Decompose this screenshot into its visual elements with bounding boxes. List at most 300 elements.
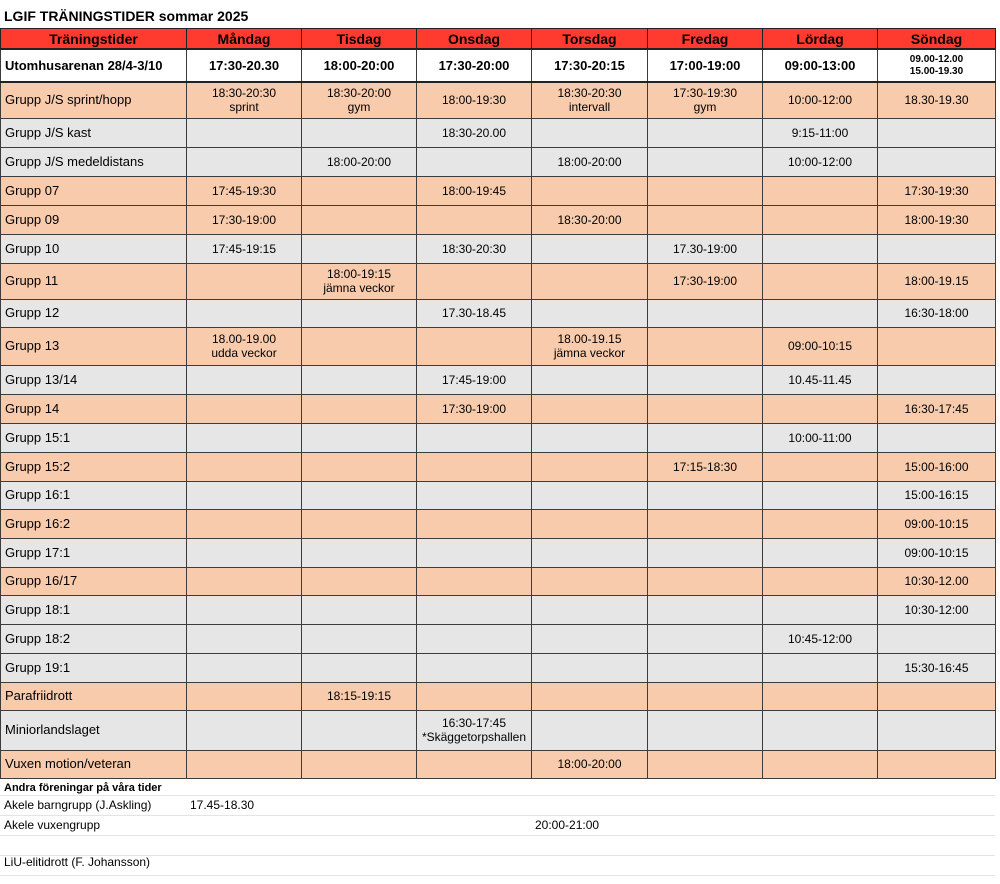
group-row bbox=[1, 263, 996, 299]
schedule-cell bbox=[878, 595, 996, 624]
schedule-cell bbox=[187, 682, 302, 710]
footer-item-label: LiU-elitidrott (F. Johansson) bbox=[4, 855, 151, 869]
time-text: 10:00-12:00 bbox=[787, 154, 853, 169]
schedule-cell bbox=[878, 423, 996, 452]
group-name: Grupp 15:1 bbox=[1, 423, 187, 452]
schedule-cell bbox=[417, 394, 532, 423]
time-text: 18:30-20:30 bbox=[211, 86, 277, 101]
schedule-cell bbox=[417, 327, 532, 365]
time-text: 17.30-18.45 bbox=[441, 306, 507, 320]
arena-cell-sunday bbox=[878, 49, 996, 82]
group-row bbox=[1, 205, 996, 234]
schedule-cell bbox=[878, 118, 996, 147]
arena-time: 18:00-20:00 bbox=[323, 57, 395, 73]
schedule-cell bbox=[763, 509, 878, 538]
schedule-cell bbox=[532, 118, 648, 147]
time-text: 17:30-19:30 bbox=[672, 86, 738, 101]
time-text: 18.30-19.30 bbox=[904, 93, 969, 108]
schedule-cell bbox=[187, 710, 302, 750]
schedule-cell bbox=[648, 365, 763, 394]
schedule-cell bbox=[417, 118, 532, 147]
schedule-cell bbox=[878, 263, 996, 299]
time-text: 18:30-20.00 bbox=[441, 125, 507, 140]
schedule-cell bbox=[532, 538, 648, 567]
schedule-cell bbox=[648, 327, 763, 365]
schedule-cell bbox=[532, 567, 648, 595]
schedule-cell bbox=[532, 595, 648, 624]
schedule-cell bbox=[648, 595, 763, 624]
schedule-cell bbox=[187, 509, 302, 538]
group-name: Vuxen motion/veteran bbox=[1, 750, 187, 778]
note-text: intervall bbox=[568, 100, 611, 115]
time-text: 18:30-20:00 bbox=[326, 86, 392, 101]
time-text: 17:30-19:00 bbox=[441, 401, 507, 416]
group-row bbox=[1, 299, 996, 327]
schedule-cell bbox=[417, 538, 532, 567]
time-text: 17:15-18:30 bbox=[672, 459, 738, 474]
schedule-cell bbox=[878, 481, 996, 509]
time-text: 16:30-18:00 bbox=[904, 306, 969, 320]
schedule-cell bbox=[878, 147, 996, 176]
time-text: 18:00-19:30 bbox=[904, 212, 969, 227]
note-text: sprint bbox=[229, 100, 259, 115]
schedule-cell bbox=[302, 423, 417, 452]
group-name: Grupp 07 bbox=[1, 176, 187, 205]
time-text: 10:00-12:00 bbox=[787, 93, 853, 108]
schedule-cell bbox=[648, 567, 763, 595]
schedule-cell bbox=[302, 481, 417, 509]
schedule-cell bbox=[417, 205, 532, 234]
schedule-cell bbox=[302, 394, 417, 423]
time-text: 16:30-17:45 bbox=[904, 401, 969, 416]
schedule-cell bbox=[532, 205, 648, 234]
schedule-cell bbox=[187, 299, 302, 327]
schedule-cell bbox=[648, 452, 763, 481]
arena-time: 17:00-19:00 bbox=[669, 57, 741, 73]
schedule-cell bbox=[878, 299, 996, 327]
schedule-cell bbox=[187, 452, 302, 481]
schedule-cell bbox=[187, 394, 302, 423]
schedule-cell bbox=[302, 653, 417, 682]
time-text: 09:00-10:15 bbox=[787, 339, 853, 353]
schedule-cell bbox=[187, 234, 302, 263]
group-row bbox=[1, 452, 996, 481]
group-row bbox=[1, 118, 996, 147]
group-row bbox=[1, 176, 996, 205]
time-text: 16:30-17:45 bbox=[441, 716, 507, 730]
schedule-cell bbox=[763, 118, 878, 147]
time-text: 18:00-19.15 bbox=[904, 274, 969, 288]
schedule-cell bbox=[417, 710, 532, 750]
note-text: *Skäggetorpshallen bbox=[421, 730, 527, 744]
schedule-cell bbox=[532, 176, 648, 205]
schedule-cell bbox=[648, 509, 763, 538]
schedule-cell bbox=[187, 538, 302, 567]
group-row bbox=[1, 750, 996, 778]
group-row bbox=[1, 234, 996, 263]
schedule-cell bbox=[648, 299, 763, 327]
schedule-cell bbox=[763, 750, 878, 778]
schedule-cell bbox=[532, 82, 648, 118]
time-text: 18:00-20:00 bbox=[557, 757, 622, 771]
schedule-cell bbox=[532, 299, 648, 327]
time-text: 18:00-19:45 bbox=[441, 183, 507, 198]
schedule-cell bbox=[417, 682, 532, 710]
time-text: 10:30-12.00 bbox=[904, 574, 969, 588]
time-text: 17:30-19:00 bbox=[211, 212, 277, 227]
time-text: 18.00-19.00 bbox=[211, 332, 277, 346]
schedule-cell bbox=[187, 205, 302, 234]
schedule-cell bbox=[417, 595, 532, 624]
group-name: Parafriidrott bbox=[1, 682, 187, 710]
schedule-cell bbox=[302, 595, 417, 624]
schedule-cell bbox=[302, 452, 417, 481]
schedule-cell bbox=[878, 327, 996, 365]
gridline bbox=[0, 815, 995, 836]
header-cell-training-times: Träningstider bbox=[1, 29, 187, 50]
group-name: Grupp 18:2 bbox=[1, 624, 187, 653]
group-row bbox=[1, 538, 996, 567]
group-name: Grupp 13 bbox=[1, 327, 187, 365]
schedule-cell bbox=[648, 624, 763, 653]
time-text: 17:30-19:30 bbox=[904, 183, 969, 198]
schedule-cell bbox=[878, 82, 996, 118]
schedule-cell bbox=[878, 452, 996, 481]
footer-item-label: Akele vuxengrupp bbox=[4, 818, 101, 832]
schedule-cell bbox=[648, 118, 763, 147]
group-row bbox=[1, 653, 996, 682]
time-text: 09:00-10:15 bbox=[904, 516, 969, 531]
header-row bbox=[1, 29, 996, 50]
group-row bbox=[1, 423, 996, 452]
schedule-cell bbox=[187, 595, 302, 624]
time-text: 10:30-12:00 bbox=[904, 602, 969, 617]
group-row bbox=[1, 481, 996, 509]
footer-item-value: 20:00-21:00 bbox=[535, 818, 600, 832]
arena-cell-wednesday bbox=[417, 49, 532, 82]
schedule-cell bbox=[417, 176, 532, 205]
group-row bbox=[1, 624, 996, 653]
schedule-cell bbox=[532, 624, 648, 653]
time-text: 18:15-19:15 bbox=[326, 689, 392, 703]
schedule-cell bbox=[302, 624, 417, 653]
schedule-cell bbox=[648, 682, 763, 710]
schedule-cell bbox=[417, 299, 532, 327]
schedule-cell bbox=[532, 327, 648, 365]
schedule-cell bbox=[878, 750, 996, 778]
schedule-cell bbox=[763, 205, 878, 234]
time-text: 18:00-20:00 bbox=[557, 154, 622, 169]
time-text: 15:00-16:00 bbox=[904, 459, 969, 474]
group-name: Grupp 18:1 bbox=[1, 595, 187, 624]
schedule-cell bbox=[763, 394, 878, 423]
schedule-cell bbox=[417, 82, 532, 118]
schedule-cell bbox=[532, 710, 648, 750]
group-name: Grupp 19:1 bbox=[1, 653, 187, 682]
schedule-cell bbox=[187, 567, 302, 595]
schedule-cell bbox=[878, 234, 996, 263]
time-text: 17:45-19:15 bbox=[211, 241, 277, 256]
group-name: Miniorlandslaget bbox=[1, 710, 187, 750]
schedule-cell bbox=[187, 176, 302, 205]
schedule-cell bbox=[763, 452, 878, 481]
schedule-cell bbox=[648, 423, 763, 452]
schedule-cell bbox=[302, 682, 417, 710]
header-cell-tuesday: Tisdag bbox=[302, 29, 417, 50]
time-text: 9:15-11:00 bbox=[791, 125, 849, 140]
schedule-cell bbox=[417, 567, 532, 595]
note-text: jämna veckor bbox=[323, 281, 395, 295]
time-text: 18:00-19:30 bbox=[441, 93, 507, 108]
schedule-cell bbox=[302, 538, 417, 567]
time-text: 15:30-16:45 bbox=[904, 660, 969, 675]
page-title: LGIF TRÄNINGSTIDER sommar 2025 bbox=[4, 8, 249, 24]
schedule-cell bbox=[763, 682, 878, 710]
group-row bbox=[1, 509, 996, 538]
schedule-cell bbox=[532, 653, 648, 682]
schedule-table bbox=[0, 28, 996, 779]
schedule-cell bbox=[302, 327, 417, 365]
schedule-cell bbox=[648, 653, 763, 682]
group-row bbox=[1, 567, 996, 595]
time-text: 18.00-19.15 bbox=[557, 332, 622, 346]
schedule-cell bbox=[187, 82, 302, 118]
schedule-cell bbox=[302, 509, 417, 538]
schedule-cell bbox=[763, 365, 878, 394]
schedule-cell bbox=[187, 263, 302, 299]
schedule-cell bbox=[302, 750, 417, 778]
schedule-cell bbox=[763, 82, 878, 118]
time-text: 18:30-20:30 bbox=[441, 241, 507, 256]
schedule-cell bbox=[763, 653, 878, 682]
schedule-cell bbox=[187, 750, 302, 778]
group-row bbox=[1, 595, 996, 624]
arena-cell-tuesday bbox=[302, 49, 417, 82]
schedule-cell bbox=[302, 205, 417, 234]
header-cell-friday: Fredag bbox=[648, 29, 763, 50]
schedule-cell bbox=[878, 176, 996, 205]
schedule-cell bbox=[648, 176, 763, 205]
schedule-cell bbox=[878, 653, 996, 682]
group-name: Grupp 12 bbox=[1, 299, 187, 327]
schedule-cell bbox=[417, 423, 532, 452]
arena-time: 09:00-13:00 bbox=[784, 57, 856, 73]
time-text: 18:00-19:15 bbox=[326, 267, 392, 281]
note-text: gym bbox=[347, 100, 371, 115]
header-cell-monday: Måndag bbox=[187, 29, 302, 50]
schedule-cell bbox=[648, 481, 763, 509]
schedule-cell bbox=[302, 263, 417, 299]
time-text: 09:00-10:15 bbox=[904, 545, 969, 560]
schedule-cell bbox=[532, 750, 648, 778]
schedule-cell bbox=[648, 234, 763, 263]
schedule-cell bbox=[417, 750, 532, 778]
schedule-cell bbox=[763, 147, 878, 176]
arena-time: 15.00-19.30 bbox=[909, 65, 964, 77]
gridline bbox=[0, 835, 995, 856]
footer-item-value: 17.45-18.30 bbox=[190, 798, 255, 812]
group-name: Grupp 10 bbox=[1, 234, 187, 263]
group-name: Grupp J/S sprint/hopp bbox=[1, 82, 187, 118]
arena-cell-friday bbox=[648, 49, 763, 82]
schedule-cell bbox=[763, 423, 878, 452]
schedule-cell bbox=[532, 452, 648, 481]
group-row bbox=[1, 365, 996, 394]
arena-row bbox=[1, 49, 996, 82]
schedule-cell bbox=[302, 118, 417, 147]
schedule-cell bbox=[878, 205, 996, 234]
schedule-cell bbox=[763, 710, 878, 750]
schedule-cell bbox=[532, 234, 648, 263]
schedule-cell bbox=[648, 205, 763, 234]
schedule-cell bbox=[648, 263, 763, 299]
header-cell-wednesday: Onsdag bbox=[417, 29, 532, 50]
time-text: 17:45-19:30 bbox=[211, 183, 277, 198]
note-text: gym bbox=[693, 100, 717, 115]
time-text: 10:45-12:00 bbox=[787, 631, 853, 646]
schedule-cell bbox=[878, 538, 996, 567]
schedule-cell bbox=[417, 263, 532, 299]
schedule-cell bbox=[302, 234, 417, 263]
group-name: Grupp 14 bbox=[1, 394, 187, 423]
group-name: Grupp 11 bbox=[1, 263, 187, 299]
group-name: Grupp 16/17 bbox=[1, 567, 187, 595]
schedule-cell bbox=[532, 423, 648, 452]
schedule-cell bbox=[187, 653, 302, 682]
group-name: Grupp 13/14 bbox=[1, 365, 187, 394]
schedule-cell bbox=[763, 176, 878, 205]
group-name: Grupp 15:2 bbox=[1, 452, 187, 481]
time-text: 10.45-11.45 bbox=[788, 372, 852, 387]
time-text: 15:00-16:15 bbox=[904, 488, 969, 502]
schedule-cell bbox=[532, 509, 648, 538]
group-name: Grupp 16:1 bbox=[1, 481, 187, 509]
time-text: 18:00-20:00 bbox=[326, 154, 392, 169]
time-text: 17:45-19:00 bbox=[441, 372, 507, 387]
schedule-cell bbox=[532, 147, 648, 176]
group-row bbox=[1, 394, 996, 423]
schedule-cell bbox=[532, 682, 648, 710]
schedule-cell bbox=[763, 327, 878, 365]
group-row bbox=[1, 327, 996, 365]
header-cell-saturday: Lördag bbox=[763, 29, 878, 50]
schedule-cell bbox=[763, 299, 878, 327]
arena-time: 17:30-20:00 bbox=[438, 57, 510, 73]
schedule-cell bbox=[417, 365, 532, 394]
schedule-cell bbox=[187, 118, 302, 147]
time-text: 18:30-20:00 bbox=[557, 212, 622, 227]
group-row bbox=[1, 682, 996, 710]
schedule-cell bbox=[417, 653, 532, 682]
schedule-cell bbox=[648, 147, 763, 176]
schedule-cell bbox=[187, 365, 302, 394]
group-name: Grupp 09 bbox=[1, 205, 187, 234]
time-text: 17.30-19:00 bbox=[672, 241, 738, 256]
schedule-cell bbox=[763, 481, 878, 509]
schedule-cell bbox=[878, 567, 996, 595]
schedule-cell bbox=[532, 394, 648, 423]
group-name: Grupp J/S medeldistans bbox=[1, 147, 187, 176]
schedule-cell bbox=[417, 481, 532, 509]
schedule-cell bbox=[302, 147, 417, 176]
schedule-cell bbox=[302, 710, 417, 750]
group-row bbox=[1, 82, 996, 118]
header-cell-thursday: Torsdag bbox=[532, 29, 648, 50]
schedule-cell bbox=[648, 710, 763, 750]
arena-time: 17:30-20.30 bbox=[208, 57, 280, 73]
arena-time: 17:30-20:15 bbox=[554, 57, 625, 73]
arena-cell-saturday bbox=[763, 49, 878, 82]
schedule-cell bbox=[302, 567, 417, 595]
schedule-cell bbox=[763, 567, 878, 595]
schedule-cell bbox=[763, 263, 878, 299]
schedule-cell bbox=[648, 750, 763, 778]
gridline bbox=[0, 795, 995, 816]
schedule-cell bbox=[878, 394, 996, 423]
schedule-cell bbox=[302, 176, 417, 205]
schedule-cell bbox=[763, 595, 878, 624]
schedule-cell bbox=[763, 538, 878, 567]
header-cell-sunday: Söndag bbox=[878, 29, 996, 50]
arena-name: Utomhusarenan 28/4-3/10 bbox=[1, 49, 187, 82]
schedule-cell bbox=[878, 624, 996, 653]
schedule-cell bbox=[648, 538, 763, 567]
schedule-cell bbox=[878, 509, 996, 538]
schedule-cell bbox=[302, 365, 417, 394]
schedule-cell bbox=[417, 624, 532, 653]
time-text: 10:00-11:00 bbox=[788, 430, 852, 445]
gridline bbox=[0, 855, 995, 876]
schedule-cell bbox=[763, 624, 878, 653]
schedule-cell bbox=[532, 365, 648, 394]
schedule-cell bbox=[187, 327, 302, 365]
schedule-cell bbox=[187, 147, 302, 176]
schedule-cell bbox=[648, 394, 763, 423]
schedule-cell bbox=[878, 365, 996, 394]
note-text: jämna veckor bbox=[553, 346, 626, 360]
schedule-cell bbox=[187, 423, 302, 452]
schedule-cell bbox=[417, 509, 532, 538]
schedule-cell bbox=[187, 481, 302, 509]
group-row bbox=[1, 147, 996, 176]
footer-heading: Andra föreningar på våra tider bbox=[4, 782, 162, 794]
schedule-cell bbox=[763, 234, 878, 263]
schedule-cell bbox=[187, 624, 302, 653]
schedule-cell bbox=[417, 147, 532, 176]
arena-time: 09.00-12.00 bbox=[909, 53, 964, 65]
time-text: 18:30-20:30 bbox=[557, 86, 622, 101]
group-name: Grupp 16:2 bbox=[1, 509, 187, 538]
group-name: Grupp J/S kast bbox=[1, 118, 187, 147]
schedule-cell bbox=[532, 263, 648, 299]
footer-item-label: Akele barngrupp (J.Askling) bbox=[4, 798, 152, 812]
schedule-cell bbox=[417, 452, 532, 481]
schedule-cell bbox=[302, 299, 417, 327]
schedule-cell bbox=[878, 710, 996, 750]
schedule-cell bbox=[648, 82, 763, 118]
schedule-cell bbox=[417, 234, 532, 263]
schedule-cell bbox=[302, 82, 417, 118]
gridline bbox=[0, 775, 995, 796]
schedule-cell bbox=[878, 682, 996, 710]
group-name: Grupp 17:1 bbox=[1, 538, 187, 567]
arena-cell-monday bbox=[187, 49, 302, 82]
arena-cell-thursday bbox=[532, 49, 648, 82]
schedule-cell bbox=[532, 481, 648, 509]
time-text: 17:30-19:00 bbox=[672, 274, 738, 288]
group-row bbox=[1, 710, 996, 750]
note-text: udda veckor bbox=[211, 346, 277, 360]
